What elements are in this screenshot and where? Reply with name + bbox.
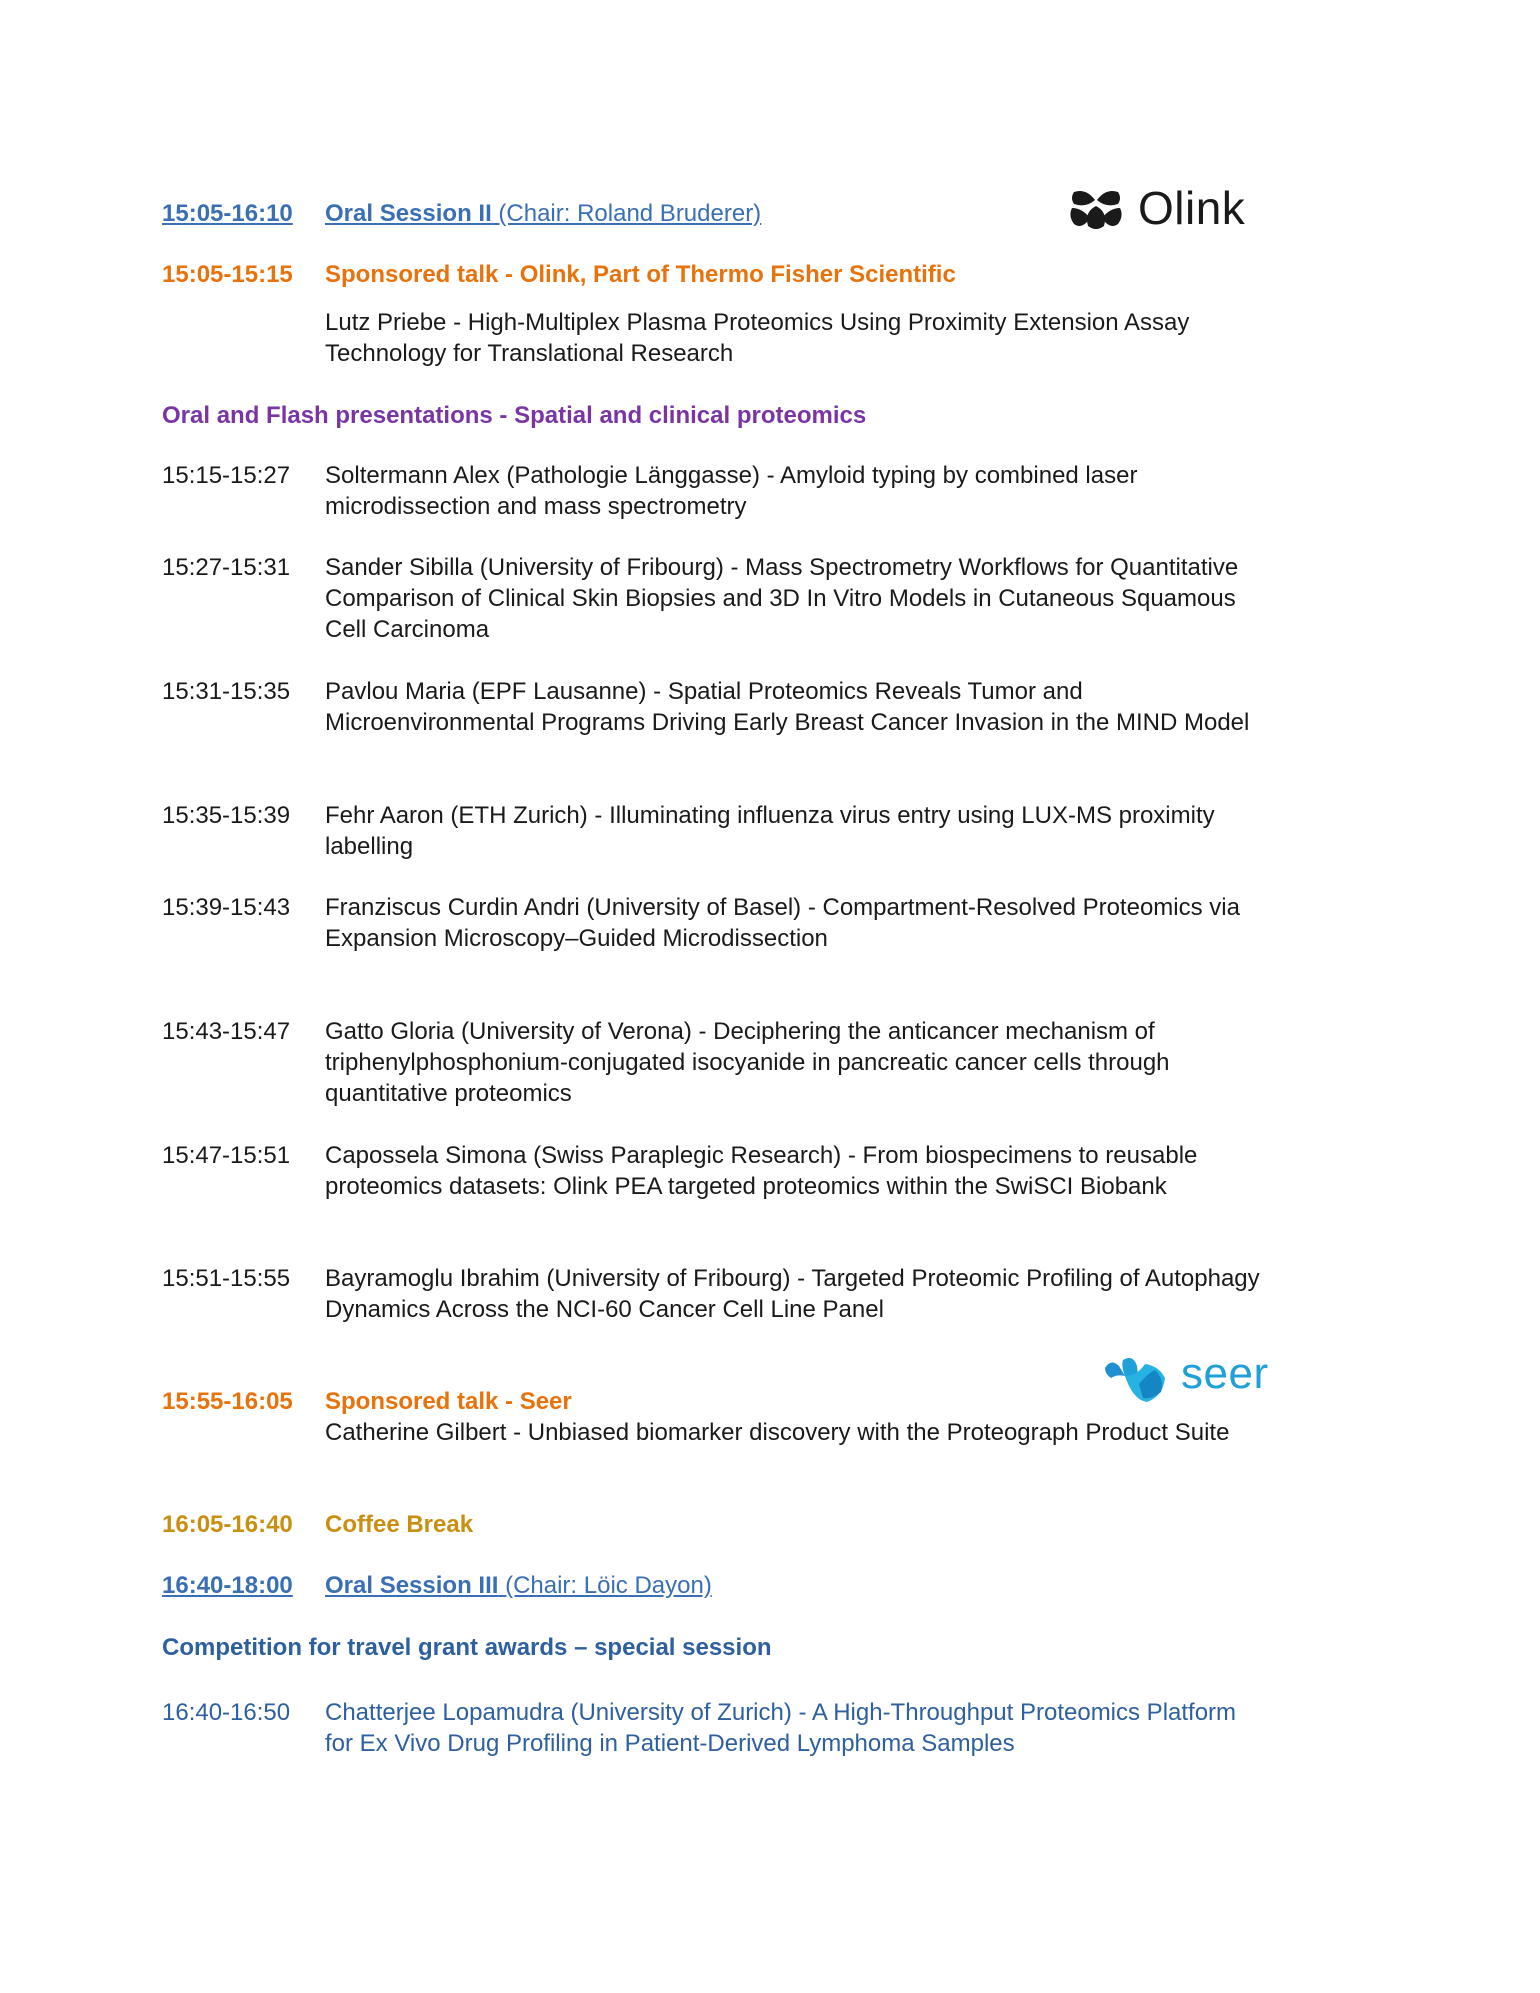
session-ii-title-text[interactable]: Oral Session II: [325, 200, 492, 227]
talk-line: Sander Sibilla (University of Fribourg) - Mass Spectrometry Workflows for Quantitative: [325, 554, 1239, 581]
sponsored-seer-time: 15:55-16:05: [162, 1388, 293, 1415]
session-iii-time[interactable]: 16:40-18:00: [162, 1572, 293, 1599]
talk-line: Capossela Simona (Swiss Paraplegic Research) - From biospecimens to reusable: [325, 1142, 1198, 1169]
talk-time: 15:43-15:47: [162, 1018, 291, 1045]
talk-line: Bayramoglu Ibrahim (University of Fribourg) - Targeted Proteomic Profiling of Autophagy: [325, 1265, 1260, 1292]
talk-time: 15:47-15:51: [162, 1142, 291, 1169]
session-ii-title[interactable]: [325, 198, 1465, 229]
session-ii-chair[interactable]: (Chair: Roland Bruderer): [498, 200, 762, 227]
talk-line: Expansion Microscopy–Guided Microdissection: [325, 925, 828, 952]
talk-time: 15:35-15:39: [162, 802, 291, 829]
talk-line: Fehr Aaron (ETH Zurich) - Illuminating influenza virus entry using LUX-MS proximity: [325, 802, 1215, 829]
talk-line: Dynamics Across the NCI-60 Cancer Cell Line Panel: [325, 1296, 884, 1323]
session-iii-title-text[interactable]: Oral Session III: [325, 1572, 499, 1599]
coffee-break-time: 16:05-16:40: [162, 1511, 293, 1538]
talk-time: 15:27-15:31: [162, 554, 291, 581]
sponsored-olink-title: Sponsored talk - Olink, Part of Thermo Fisher Scientific: [325, 261, 956, 288]
talk-line: Gatto Gloria (University of Verona) - Deciphering the anticancer mechanism of: [325, 1018, 1155, 1045]
sponsored-olink-line-1: Lutz Priebe - High-Multiplex Plasma Proteomics Using Proximity Extension Assay: [325, 309, 1190, 336]
section-spatial-heading: Oral and Flash presentations - Spatial and clinical proteomics: [162, 402, 867, 429]
talk-line: labelling: [325, 833, 414, 860]
talk-line: Cell Carcinoma: [325, 616, 490, 643]
sponsored-olink-time: 15:05-15:15: [162, 261, 293, 288]
seer-logo-text: seer: [1181, 1349, 1269, 1398]
olink-logo-text: Olink: [1138, 182, 1246, 234]
talk-line: triphenylphosphonium-conjugated isocyanide in pancreatic cancer cells through: [325, 1049, 1170, 1076]
talk-time: 15:51-15:55: [162, 1265, 291, 1292]
talk-time: 15:15-15:27: [162, 462, 291, 489]
talk-line: Comparison of Clinical Skin Biopsies and 3D In Vitro Models in Cutaneous Squamous: [325, 585, 1236, 612]
talk-line: Franziscus Curdin Andri (University of Basel) - Compartment-Resolved Proteomics via: [325, 894, 1240, 921]
session-iii-title[interactable]: [325, 1570, 1465, 1601]
competition-talk-line-1: Chatterjee Lopamudra (University of Zurich) - A High-Throughput Proteomics Platform: [325, 1699, 1237, 1726]
olink-logo-icon: [1068, 186, 1124, 234]
coffee-break-title: Coffee Break: [325, 1511, 474, 1538]
talk-line: Soltermann Alex (Pathologie Länggasse) - Amyloid typing by combined laser: [325, 462, 1138, 489]
talk-time: 15:39-15:43: [162, 894, 291, 921]
competition-talk-line-2: for Ex Vivo Drug Profiling in Patient-Derived Lymphoma Samples: [325, 1730, 1015, 1757]
talk-time: 15:31-15:35: [162, 678, 291, 705]
competition-talk-time: 16:40-16:50: [162, 1699, 291, 1726]
sponsored-olink-line-2: Technology for Translational Research: [325, 340, 734, 367]
session-iii-chair[interactable]: (Chair: Löic Dayon): [505, 1572, 712, 1599]
talk-line: proteomics datasets: Olink PEA targeted proteomics within the SwiSCI Biobank: [325, 1173, 1167, 1200]
talk-line: quantitative proteomics: [325, 1080, 572, 1107]
talk-line: Microenvironmental Programs Driving Early Breast Cancer Invasion in the MIND Model: [325, 709, 1250, 736]
section-competition-heading: Competition for travel grant awards – special session: [162, 1634, 772, 1661]
olink-logo: [1068, 182, 1278, 234]
session-ii-time[interactable]: 15:05-16:10: [162, 200, 293, 227]
sponsored-seer-speaker: Catherine Gilbert - Unbiased biomarker discovery with the Proteograph Product Suite: [325, 1419, 1230, 1446]
talk-line: microdissection and mass spectrometry: [325, 493, 747, 520]
talk-line: Pavlou Maria (EPF Lausanne) - Spatial Proteomics Reveals Tumor and: [325, 678, 1083, 705]
sponsored-seer-title: Sponsored talk - Seer: [325, 1388, 572, 1415]
